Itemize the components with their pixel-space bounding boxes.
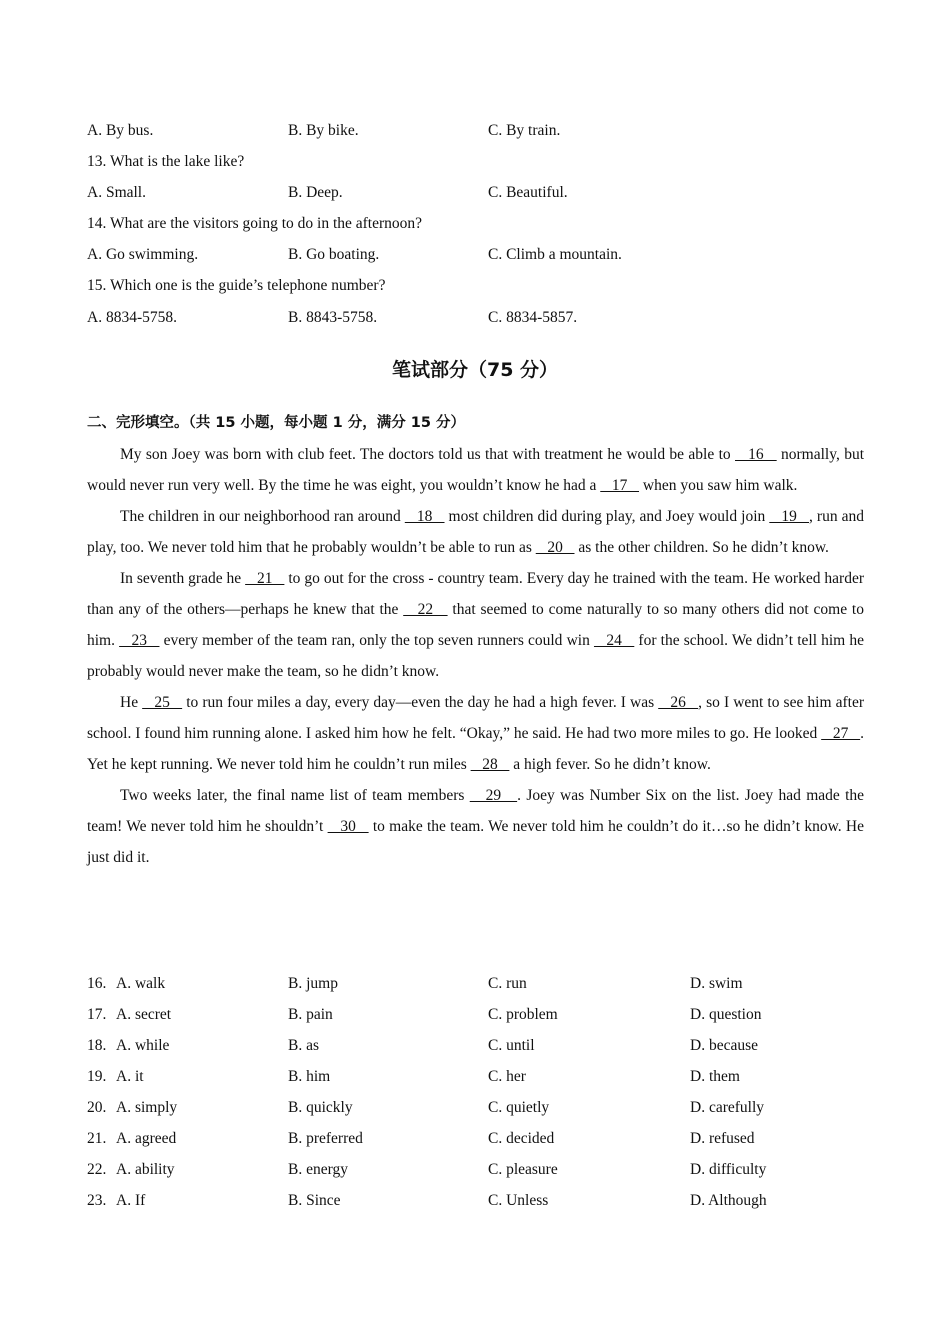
cloze-passage [87, 439, 864, 873]
option-c: C. Unless [488, 1192, 549, 1209]
q14-option-c: C. Climb a mountain. [488, 246, 622, 263]
question-number: 17. [87, 1006, 107, 1023]
option-c: C. her [488, 1068, 526, 1085]
q15-option-a: A. 8834-5758. [87, 309, 177, 326]
q12-option-a: A. By bus. [87, 122, 154, 139]
question-number: 20. [87, 1099, 107, 1116]
option-d: D. Although [690, 1192, 767, 1209]
blank-28: 28 [470, 756, 510, 773]
option-b: B. jump [288, 975, 338, 992]
question-number: 16. [87, 975, 107, 992]
option-c: C. problem [488, 1006, 558, 1023]
q14-question: 14. What are the visitors going to do in the afternoon? [87, 215, 423, 232]
question-number: 18. [87, 1037, 107, 1054]
option-d: D. them [690, 1068, 740, 1085]
option-a: A. walk [116, 975, 166, 992]
question-number: 21. [87, 1130, 107, 1147]
blank-25: 25 [142, 694, 183, 711]
passage-paragraph-1: My son Joey was born with club feet. The doctors told us that with treatment he would be able to 16 normally, but would never run very well. By the time he was eight, you wouldn’t know he had a 17 when you saw him walk. [87, 446, 865, 494]
option-a: A. it [116, 1068, 144, 1085]
blank-21: 21 [245, 570, 285, 587]
question-number: 19. [87, 1068, 107, 1085]
blank-23: 23 [119, 632, 160, 649]
q13-question: 13. What is the lake like? [87, 153, 245, 170]
blank-18: 18 [404, 508, 445, 525]
option-d: D. because [690, 1037, 758, 1054]
q13-option-a: A. Small. [87, 184, 146, 201]
option-a: A. ability [116, 1161, 175, 1178]
q14-option-a: A. Go swimming. [87, 246, 199, 263]
option-b: B. energy [288, 1161, 348, 1178]
blank-19: 19 [769, 508, 810, 525]
q15-option-c: C. 8834-5857. [488, 309, 578, 326]
blank-17: 17 [600, 477, 640, 494]
blank-30: 30 [327, 818, 369, 835]
option-c: C. run [488, 975, 527, 992]
option-d: D. carefully [690, 1099, 765, 1116]
option-a: A. If [116, 1192, 146, 1209]
option-d: D. difficulty [690, 1161, 767, 1178]
written-section-title: 笔试部分（75 分） [391, 359, 559, 381]
option-b: B. quickly [288, 1099, 353, 1116]
question-number: 22. [87, 1161, 107, 1178]
option-a: A. secret [116, 1006, 172, 1023]
option-b: B. as [288, 1037, 319, 1054]
question-number: 23. [87, 1192, 107, 1209]
option-d: D. swim [690, 975, 743, 992]
blank-26: 26 [658, 694, 699, 711]
q15-question: 15. Which one is the guide’s telephone number? [87, 277, 386, 294]
blank-16: 16 [735, 446, 777, 463]
option-a: A. while [116, 1037, 170, 1054]
q14-option-b: B. Go boating. [288, 246, 380, 263]
cloze-section-heading: 二、完形填空。（共 15 小题，每小题 1 分，满分 15 分） [87, 415, 465, 431]
option-b: B. him [288, 1068, 331, 1085]
blank-29: 29 [469, 787, 518, 804]
option-c: C. quietly [488, 1099, 550, 1116]
passage-paragraph-3: In seventh grade he 21 to go out for the cross - country team. Every day he trained with the team. He worked harder than any of the others—perhaps he knew that the 22 that seemed to come naturally to so many others did not come to him. 23 every member of the team ran, only the top seven runners could win 24 for the school. We didn’t tell him he probably would never make the team, so he didn’t know. [87, 570, 865, 680]
option-b: B. Since [288, 1192, 341, 1209]
passage-paragraph-4: He 25 to run four miles a day, every day—even the day he had a high fever. I was 26 , so I went to see him after school. I found him running alone. I asked him how he felt. “Okay,” he said. He had two more miles to go. He looked 27 . Yet he kept running. We never told him he couldn’t run miles 28 a high fever. So he didn’t know. [87, 694, 865, 773]
blank-24: 24 [593, 632, 635, 649]
passage-paragraph-5: Two weeks later, the final name list of team members 29 . Joey was Number Six on the list. Joey had made the team! We never told him he shouldn’t 30 to make the team. We never told him he couldn’t do it…so he didn’t know. He just did it. [87, 787, 865, 866]
blank-27: 27 [821, 725, 861, 742]
option-c: C. until [488, 1037, 535, 1054]
option-b: B. pain [288, 1006, 333, 1023]
option-a: A. simply [116, 1099, 178, 1116]
q13-option-b: B. Deep. [288, 184, 343, 201]
option-b: B. preferred [288, 1130, 363, 1147]
option-a: A. agreed [116, 1130, 177, 1147]
q12-option-c: C. By train. [488, 122, 561, 139]
blank-20: 20 [535, 539, 575, 556]
q12-option-b: B. By bike. [288, 122, 359, 139]
blank-22: 22 [403, 601, 448, 618]
passage-paragraph-2: The children in our neighborhood ran around 18 most children did during play, and Joey would join 19 , run and play, too. We never told him that he probably wouldn’t be able to run as 20 as the other children. So he didn’t know. [87, 508, 865, 556]
option-d: D. question [690, 1006, 762, 1023]
option-c: C. decided [488, 1130, 555, 1147]
option-c: C. pleasure [488, 1161, 558, 1178]
q15-option-b: B. 8843-5758. [288, 309, 378, 326]
q13-option-c: C. Beautiful. [488, 184, 568, 201]
option-d: D. refused [690, 1130, 755, 1147]
